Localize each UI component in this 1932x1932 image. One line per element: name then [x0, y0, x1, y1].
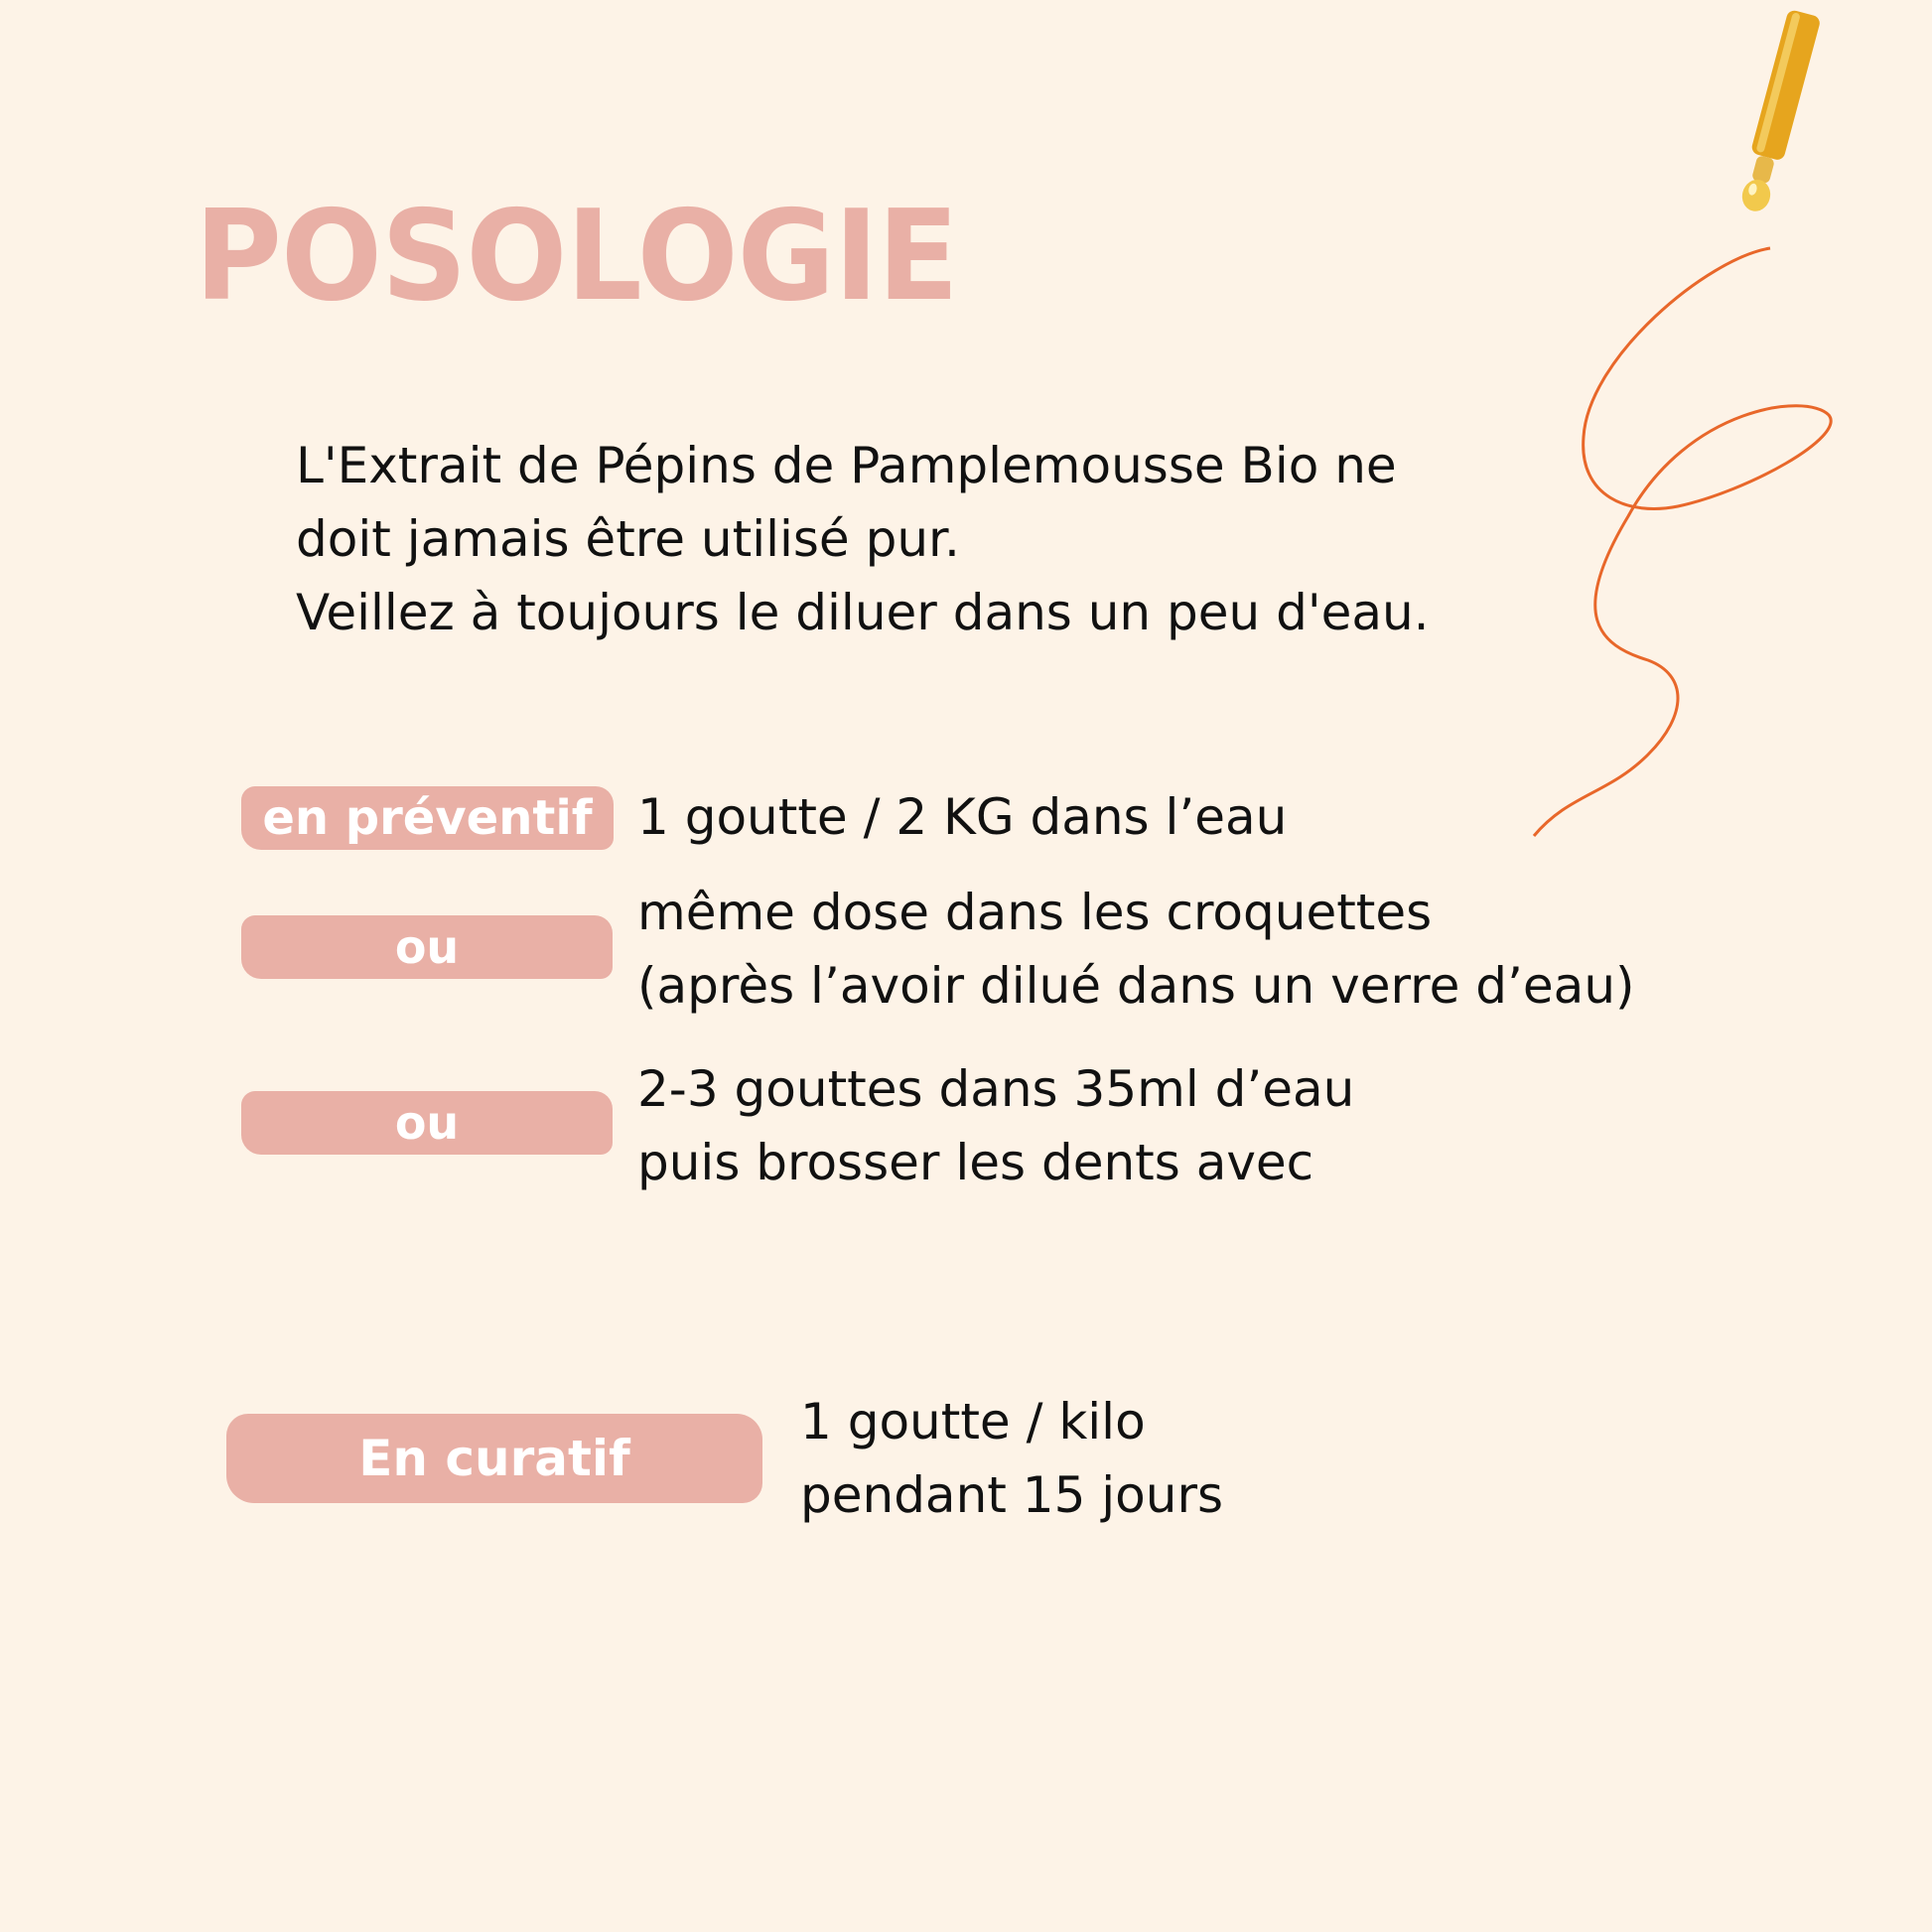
or-badge: ou — [241, 1091, 613, 1155]
intro-text — [296, 429, 1587, 649]
dosage-line: 1 goutte / 2 KG dans l’eau — [637, 788, 1288, 846]
page-title: POSOLOGIE — [195, 184, 958, 330]
dosage-text — [637, 1052, 1354, 1199]
curative-line: pendant 15 jours — [800, 1466, 1224, 1524]
curative-text — [800, 1385, 1223, 1532]
intro-line: Veillez à toujours le diluer dans un peu d'eau. — [296, 584, 1430, 641]
preventive-badge: en préventif — [241, 786, 614, 850]
dosage-line: 2-3 gouttes dans 35ml d’eau — [637, 1060, 1355, 1118]
intro-line: doit jamais être utilisé pur. — [296, 510, 960, 568]
dropper-icon — [1735, 9, 1821, 215]
dosage-line: puis brosser les dents avec — [637, 1134, 1314, 1191]
dosage-line: (après l’avoir dilué dans un verre d’eau) — [637, 957, 1635, 1015]
dosage-text — [637, 876, 1635, 1023]
curative-line: 1 goutte / kilo — [800, 1393, 1146, 1450]
dosage-line: même dose dans les croquettes — [637, 884, 1433, 941]
curative-badge: En curatif — [226, 1414, 762, 1503]
dosage-text — [637, 780, 1287, 854]
or-badge: ou — [241, 915, 613, 979]
intro-line: L'Extrait de Pépins de Pamplemousse Bio ne — [296, 437, 1397, 494]
